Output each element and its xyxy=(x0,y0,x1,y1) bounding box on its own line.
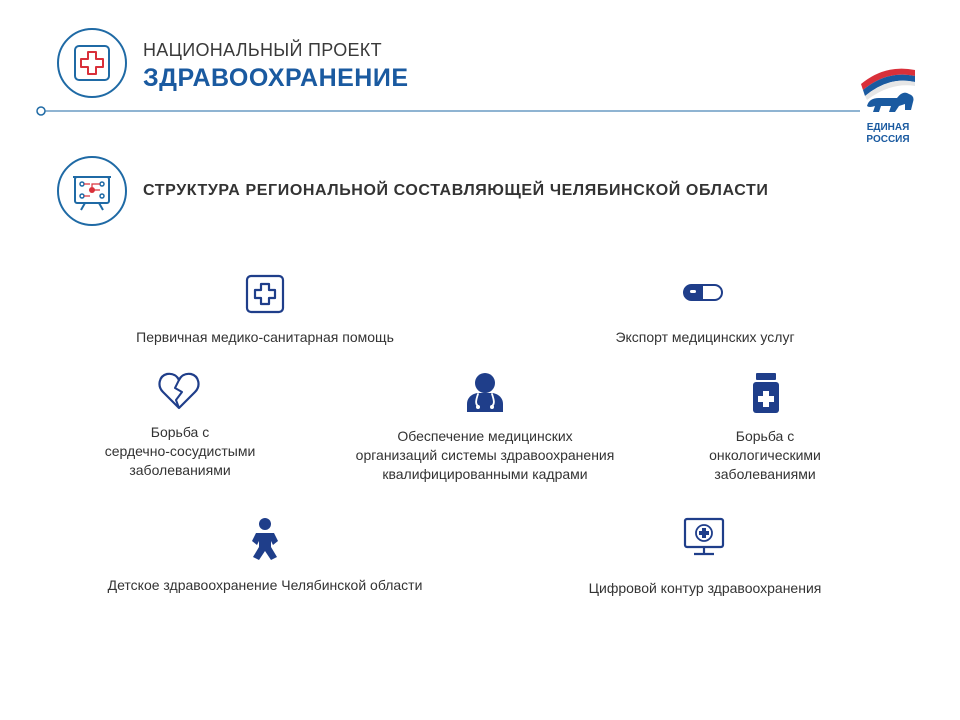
medical-cross-icon xyxy=(72,43,112,83)
party-logo xyxy=(855,62,921,144)
cardio-label-line-3: заболеваниями xyxy=(129,462,231,478)
cardio-label xyxy=(75,423,285,480)
children-item-icon xyxy=(250,517,280,561)
primary-care-item-icon xyxy=(245,274,285,314)
broken-heart-icon xyxy=(157,370,201,412)
header-subtitle: НАЦИОНАЛЬНЫЙ ПРОЕКТ xyxy=(143,40,382,60)
digital-item-icon xyxy=(683,517,725,557)
staff-label-line-3: квалифицированными кадрами xyxy=(382,466,588,482)
section-title: СТРУКТУРА РЕГИОНАЛЬНОЙ СОСТАВЛЯЮЩЕЙ ЧЕЛЯБИНСКОЙ ОБЛАСТИ xyxy=(143,182,769,199)
flag-bear-icon xyxy=(855,62,921,118)
page-title: ЗДРАВООХРАНЕНИЕ xyxy=(143,64,409,92)
primary-care-label: Первичная медико-санитарная помощь xyxy=(136,329,394,345)
cardio-label-line-1: Борьба с xyxy=(150,424,210,440)
cardio-label-line-2: сердечно-сосудистыми xyxy=(104,443,256,459)
onco-label-line-2: онкологическими xyxy=(709,447,821,463)
onco-label-line-3: заболеваниями xyxy=(714,466,816,482)
staff-item-icon xyxy=(463,370,507,414)
baby-icon xyxy=(250,517,280,561)
digital-label: Цифровой контур здравоохранения xyxy=(588,580,822,596)
project-logo-circle xyxy=(57,28,127,98)
doctor-icon xyxy=(463,370,507,414)
header-divider xyxy=(34,104,860,118)
monitor-medical-icon xyxy=(683,517,725,557)
export-item-icon xyxy=(682,282,724,304)
logo-line-2: РОССИЯ xyxy=(866,134,910,145)
onco-item-icon xyxy=(751,372,781,414)
pill-capsule-icon xyxy=(682,282,724,304)
onco-label xyxy=(665,427,865,484)
staff-label-line-1: Обеспечение медицинских xyxy=(397,428,573,444)
cardio-item-icon xyxy=(157,370,201,412)
onco-label-line-1: Борьба с xyxy=(735,428,795,444)
staff-label xyxy=(315,427,655,484)
structure-board-icon xyxy=(71,170,113,212)
medical-cross-icon xyxy=(245,274,285,314)
medicine-bottle-icon xyxy=(751,372,781,414)
section-icon-circle xyxy=(57,156,127,226)
staff-label-line-2: организаций системы здравоохранения xyxy=(355,447,615,463)
export-label: Экспорт медицинских услуг xyxy=(615,329,795,345)
children-label: Детское здравоохранение Челябинской области xyxy=(107,577,423,593)
logo-line-1: ЕДИНАЯ xyxy=(866,122,910,133)
